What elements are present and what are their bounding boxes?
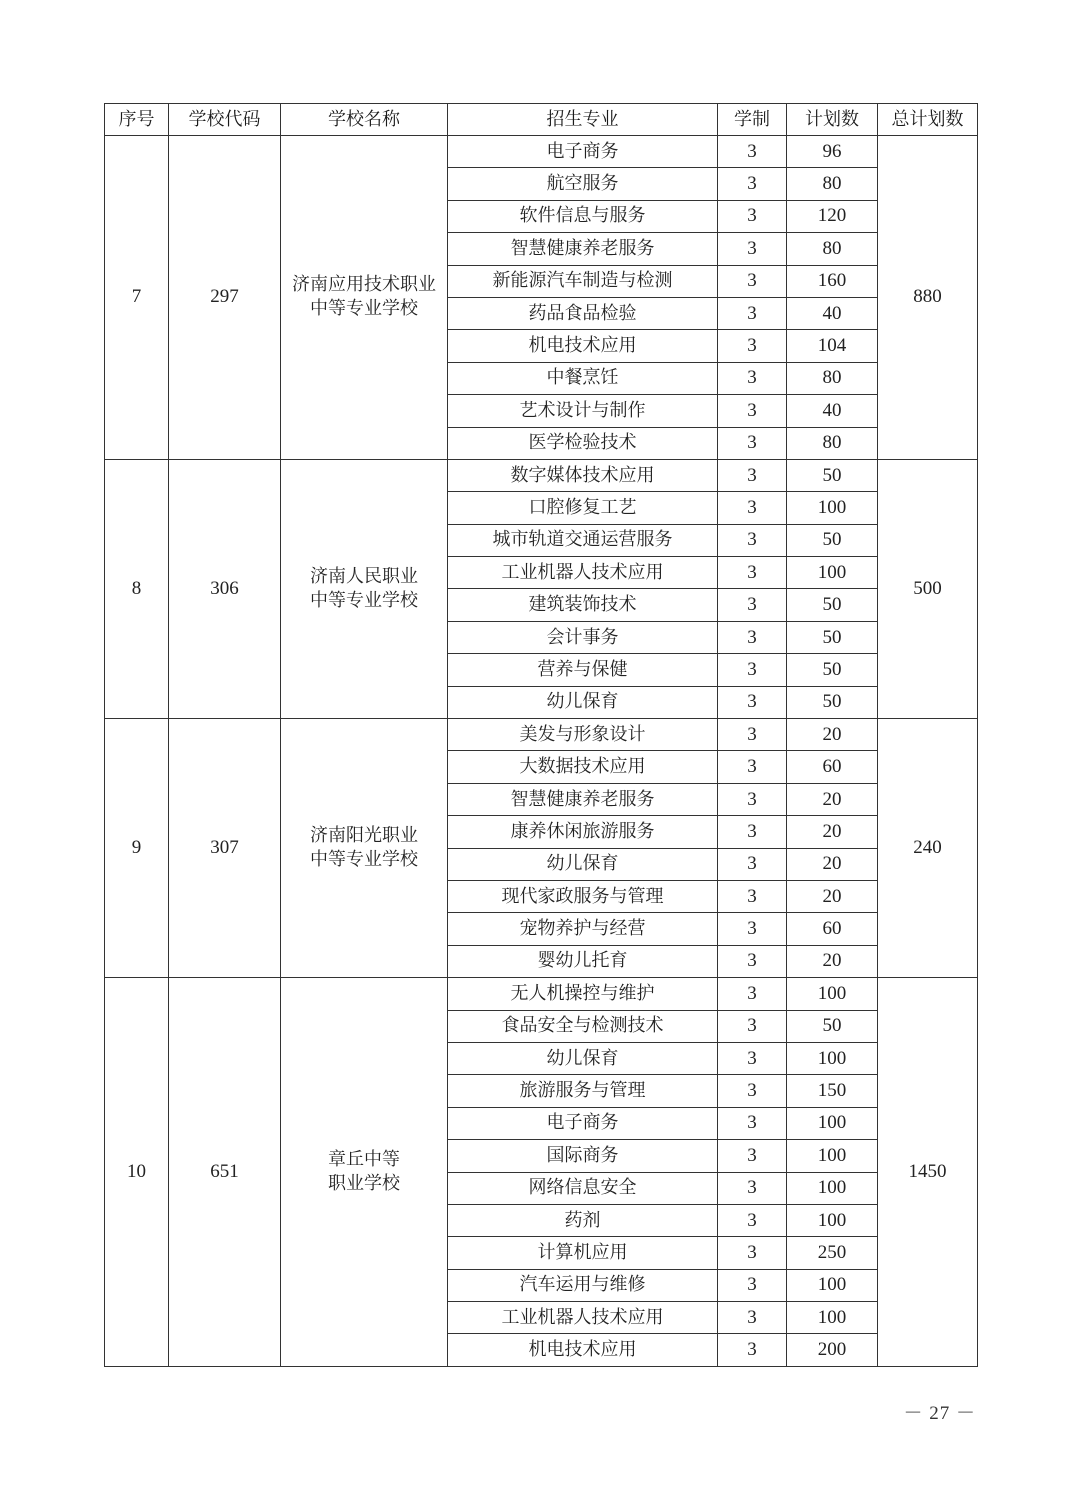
header-major: 招生专业 [448, 104, 718, 136]
cell-major: 幼儿保育 [448, 686, 718, 718]
cell-major: 汽车运用与维修 [448, 1269, 718, 1301]
cell-plan: 40 [787, 297, 878, 329]
cell-duration: 3 [718, 459, 787, 491]
school-name-line1: 济南应用技术职业 [292, 274, 436, 296]
cell-major: 婴幼儿托育 [448, 945, 718, 977]
cell-major: 电子商务 [448, 136, 718, 168]
cell-major: 数字媒体技术应用 [448, 459, 718, 491]
table-row [105, 459, 978, 491]
cell-plan: 80 [787, 362, 878, 394]
enrollment-plan-table [104, 103, 978, 1367]
cell-duration: 3 [718, 200, 787, 232]
cell-plan: 80 [787, 168, 878, 200]
header-row [105, 104, 978, 136]
cell-duration: 3 [718, 330, 787, 362]
cell-plan: 104 [787, 330, 878, 362]
school-name-line2: 中等专业学校 [310, 589, 418, 611]
cell-seq: 8 [105, 459, 169, 718]
header-total-plan: 总计划数 [878, 104, 978, 136]
cell-duration: 3 [718, 1010, 787, 1042]
cell-plan: 200 [787, 1334, 878, 1366]
cell-major: 美发与形象设计 [448, 719, 718, 751]
school-group [105, 459, 978, 718]
cell-duration: 3 [718, 978, 787, 1010]
cell-plan: 50 [787, 1010, 878, 1042]
cell-major: 药剂 [448, 1204, 718, 1236]
cell-duration: 3 [718, 524, 787, 556]
cell-duration: 3 [718, 945, 787, 977]
cell-plan: 20 [787, 719, 878, 751]
cell-plan: 100 [787, 978, 878, 1010]
cell-duration: 3 [718, 168, 787, 200]
cell-school-name [281, 978, 448, 1367]
cell-major: 康养休闲旅游服务 [448, 816, 718, 848]
cell-plan: 250 [787, 1237, 878, 1269]
cell-duration: 3 [718, 233, 787, 265]
cell-plan: 80 [787, 233, 878, 265]
header-plan: 计划数 [787, 104, 878, 136]
cell-major: 医学检验技术 [448, 427, 718, 459]
cell-plan: 100 [787, 1042, 878, 1074]
school-group [105, 978, 978, 1367]
cell-school-name [281, 459, 448, 718]
cell-plan: 20 [787, 816, 878, 848]
cell-duration: 3 [718, 1204, 787, 1236]
cell-school-code: 651 [169, 978, 281, 1367]
school-group [105, 719, 978, 978]
cell-duration: 3 [718, 427, 787, 459]
cell-total-plan: 880 [878, 136, 978, 460]
cell-duration: 3 [718, 1269, 787, 1301]
cell-duration: 3 [718, 136, 787, 168]
cell-school-code: 307 [169, 719, 281, 978]
cell-major: 会计事务 [448, 621, 718, 653]
cell-duration: 3 [718, 1237, 787, 1269]
cell-plan: 60 [787, 913, 878, 945]
cell-major: 现代家政服务与管理 [448, 880, 718, 912]
cell-major: 建筑装饰技术 [448, 589, 718, 621]
school-group [105, 136, 978, 460]
cell-duration: 3 [718, 1172, 787, 1204]
cell-plan: 60 [787, 751, 878, 783]
cell-major: 智慧健康养老服务 [448, 233, 718, 265]
cell-major: 软件信息与服务 [448, 200, 718, 232]
cell-major: 城市轨道交通运营服务 [448, 524, 718, 556]
cell-duration: 3 [718, 492, 787, 524]
cell-total-plan: 1450 [878, 978, 978, 1367]
cell-total-plan: 500 [878, 459, 978, 718]
cell-duration: 3 [718, 1334, 787, 1366]
cell-major: 营养与保健 [448, 654, 718, 686]
cell-duration: 3 [718, 848, 787, 880]
cell-major: 旅游服务与管理 [448, 1075, 718, 1107]
cell-major: 药品食品检验 [448, 297, 718, 329]
cell-seq: 9 [105, 719, 169, 978]
table-row [105, 136, 978, 168]
cell-plan: 150 [787, 1075, 878, 1107]
header-seq: 序号 [105, 104, 169, 136]
cell-duration: 3 [718, 913, 787, 945]
cell-major: 电子商务 [448, 1107, 718, 1139]
header-school-code: 学校代码 [169, 104, 281, 136]
cell-duration: 3 [718, 1107, 787, 1139]
cell-plan: 50 [787, 459, 878, 491]
cell-plan: 50 [787, 621, 878, 653]
cell-duration: 3 [718, 816, 787, 848]
cell-total-plan: 240 [878, 719, 978, 978]
cell-plan: 100 [787, 492, 878, 524]
cell-plan: 160 [787, 265, 878, 297]
cell-major: 机电技术应用 [448, 330, 718, 362]
cell-major: 无人机操控与维护 [448, 978, 718, 1010]
cell-plan: 20 [787, 848, 878, 880]
cell-major: 工业机器人技术应用 [448, 557, 718, 589]
cell-major: 智慧健康养老服务 [448, 783, 718, 815]
cell-duration: 3 [718, 589, 787, 621]
cell-duration: 3 [718, 1302, 787, 1334]
cell-plan: 40 [787, 395, 878, 427]
cell-major: 机电技术应用 [448, 1334, 718, 1366]
page-number: － 27 － [903, 1403, 976, 1424]
cell-school-name [281, 719, 448, 978]
school-name-line2: 中等专业学校 [310, 849, 418, 871]
cell-seq: 7 [105, 136, 169, 460]
cell-plan: 100 [787, 1172, 878, 1204]
table-header [105, 104, 978, 136]
header-school-name: 学校名称 [281, 104, 448, 136]
cell-duration: 3 [718, 783, 787, 815]
cell-duration: 3 [718, 362, 787, 394]
cell-plan: 100 [787, 1204, 878, 1236]
cell-major: 幼儿保育 [448, 1042, 718, 1074]
cell-duration: 3 [718, 395, 787, 427]
cell-duration: 3 [718, 265, 787, 297]
cell-major: 食品安全与检测技术 [448, 1010, 718, 1042]
cell-plan: 100 [787, 557, 878, 589]
table-row [105, 719, 978, 751]
header-duration: 学制 [718, 104, 787, 136]
cell-seq: 10 [105, 978, 169, 1367]
cell-plan: 100 [787, 1302, 878, 1334]
cell-duration: 3 [718, 751, 787, 783]
cell-major: 航空服务 [448, 168, 718, 200]
cell-plan: 100 [787, 1107, 878, 1139]
cell-plan: 20 [787, 783, 878, 815]
cell-school-code: 306 [169, 459, 281, 718]
cell-duration: 3 [718, 621, 787, 653]
cell-major: 工业机器人技术应用 [448, 1302, 718, 1334]
cell-school-name [281, 136, 448, 460]
cell-duration: 3 [718, 880, 787, 912]
cell-plan: 96 [787, 136, 878, 168]
cell-duration: 3 [718, 297, 787, 329]
school-name-line1: 济南人民职业 [310, 565, 418, 587]
cell-major: 计算机应用 [448, 1237, 718, 1269]
cell-major: 艺术设计与制作 [448, 395, 718, 427]
cell-major: 国际商务 [448, 1140, 718, 1172]
table-row [105, 978, 978, 1010]
cell-plan: 100 [787, 1269, 878, 1301]
cell-plan: 20 [787, 945, 878, 977]
cell-major: 中餐烹饪 [448, 362, 718, 394]
cell-duration: 3 [718, 557, 787, 589]
cell-duration: 3 [718, 1042, 787, 1074]
cell-plan: 50 [787, 524, 878, 556]
cell-major: 宠物养护与经营 [448, 913, 718, 945]
cell-duration: 3 [718, 686, 787, 718]
school-name-line2: 中等专业学校 [310, 298, 418, 320]
cell-duration: 3 [718, 654, 787, 686]
cell-duration: 3 [718, 719, 787, 751]
cell-plan: 80 [787, 427, 878, 459]
school-name-line1: 章丘中等 [328, 1149, 400, 1170]
school-name-line2: 职业学校 [328, 1173, 400, 1194]
cell-school-code: 297 [169, 136, 281, 460]
cell-major: 新能源汽车制造与检测 [448, 265, 718, 297]
cell-duration: 3 [718, 1075, 787, 1107]
cell-major: 口腔修复工艺 [448, 492, 718, 524]
cell-major: 幼儿保育 [448, 848, 718, 880]
cell-plan: 50 [787, 589, 878, 621]
cell-major: 网络信息安全 [448, 1172, 718, 1204]
cell-plan: 20 [787, 880, 878, 912]
cell-plan: 50 [787, 686, 878, 718]
cell-plan: 100 [787, 1140, 878, 1172]
cell-major: 大数据技术应用 [448, 751, 718, 783]
cell-plan: 120 [787, 200, 878, 232]
school-name-line1: 济南阳光职业 [310, 825, 418, 847]
cell-plan: 50 [787, 654, 878, 686]
cell-duration: 3 [718, 1140, 787, 1172]
